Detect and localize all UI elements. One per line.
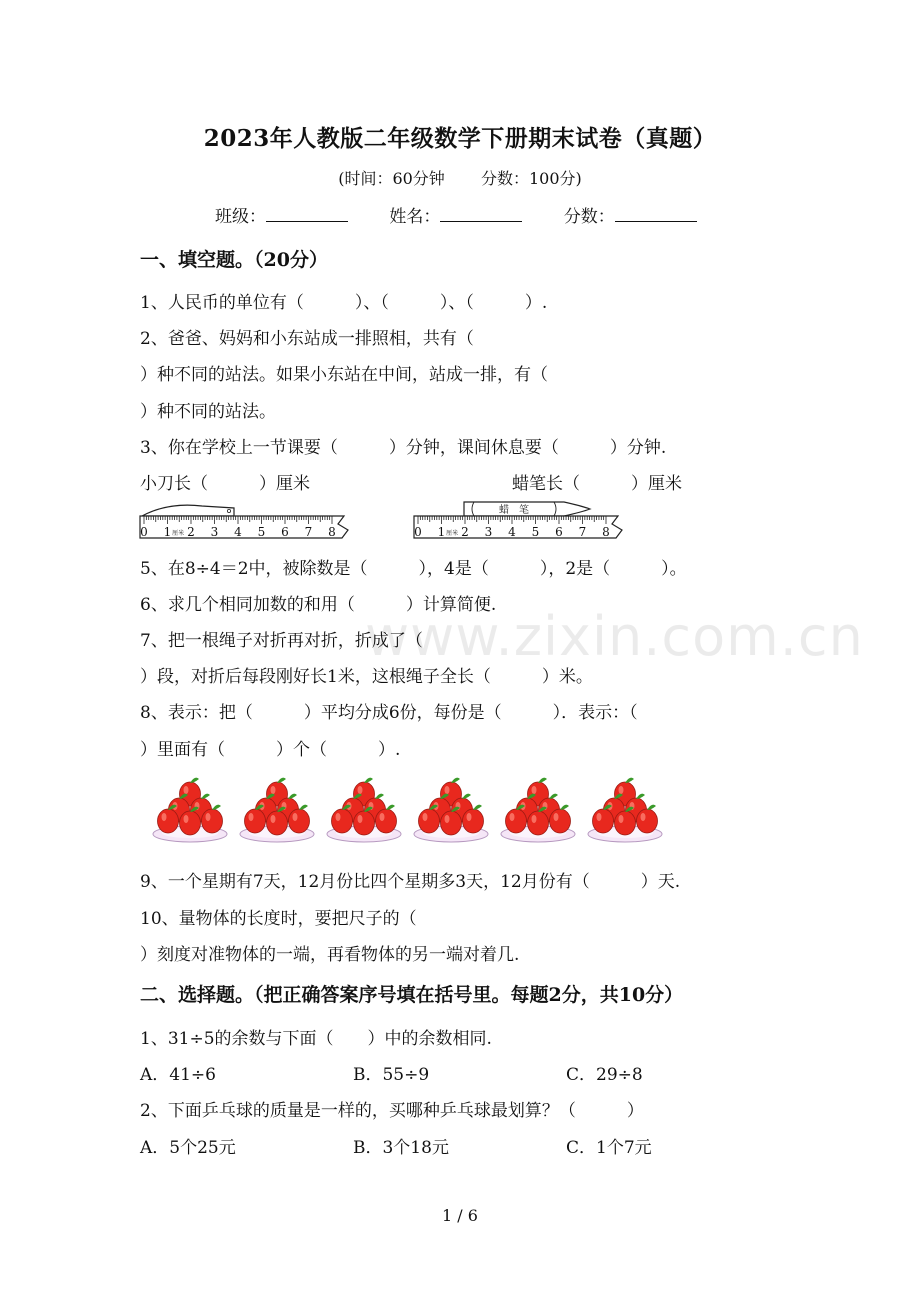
question-1: 1、人民币的单位有（ ）、（ ）、（ ）.	[140, 293, 548, 313]
apple-shine	[641, 813, 646, 821]
ruler-digit: 2	[187, 525, 195, 539]
watermark: www.zixin.com.cn	[365, 605, 864, 668]
apple-body	[419, 809, 440, 833]
question-9: 9、一个星期有7天，12月份比四个星期多3天，12月份有（ ）天.	[140, 872, 681, 892]
knife-ruler-figure	[138, 500, 356, 544]
crayon-label: 蜡 笔	[499, 505, 529, 516]
apple-body	[180, 811, 201, 835]
choice-option-a: A．41÷6	[140, 1065, 216, 1085]
class-field: 班级：	[215, 202, 348, 227]
apple-shine	[206, 813, 211, 821]
apple-body	[267, 811, 288, 835]
ruler-unit: 厘米	[172, 530, 185, 537]
apple-leaf	[538, 778, 547, 783]
apple-body	[376, 809, 397, 833]
apple-plate	[414, 778, 488, 842]
apple-body	[528, 811, 549, 835]
exam-subtitle	[0, 166, 920, 189]
apple-leaf	[288, 794, 297, 799]
apple-leaf	[212, 805, 221, 810]
question-2-line-3: ）种不同的站法。	[140, 402, 276, 422]
ruler-digit: 6	[281, 525, 289, 539]
name-blank	[440, 207, 522, 222]
question-2-line-1: 2、爸爸、妈妈和小东站成一排照相，共有（	[140, 329, 474, 349]
apple-body	[158, 809, 179, 833]
apple-leaf	[190, 778, 199, 783]
apple-shine	[532, 815, 537, 823]
ruler-digit: 4	[508, 525, 516, 539]
section-heading: 二、选择题。（把正确答案序号填在括号里。每题2分，共10分）	[140, 984, 684, 1006]
question-6: 6、求几个相同加数的和用（ ）计算简便.	[140, 595, 497, 615]
apple-body	[615, 811, 636, 835]
apple-shine	[467, 813, 472, 821]
ruler-digit: 2	[461, 525, 469, 539]
apple-leaf	[277, 778, 286, 783]
apple-leaf	[636, 794, 645, 799]
ruler-digit: 4	[234, 525, 242, 539]
apple-leaf	[386, 805, 395, 810]
apple-plate	[240, 778, 314, 842]
apple-shine	[184, 815, 189, 823]
apple-shine	[249, 813, 254, 821]
ruler-digit: 3	[484, 525, 493, 539]
question-5: 5、在8÷4＝2中，被除数是（ ），4是（ ），2是（ ）。	[140, 559, 687, 579]
apple-leaf	[473, 805, 482, 810]
apple-shine	[293, 813, 298, 821]
question-10-line-1: 10、量物体的长度时，要把尺子的（	[140, 909, 417, 929]
apple-shine	[358, 786, 363, 794]
apple-plates-figure	[148, 776, 668, 846]
ruler-digit: 3	[210, 525, 219, 539]
choice-option-b: B．55÷9	[353, 1065, 430, 1085]
question-10-line-2: ）刻度对准物体的一端，再看物体的另一端对着几.	[140, 945, 520, 965]
question-4-crayon: 蜡笔长（ ）厘米	[512, 474, 682, 494]
apple-body	[202, 809, 223, 833]
apple-shine	[271, 815, 276, 823]
apple-body	[463, 809, 484, 833]
apple-shine	[184, 786, 189, 794]
ruler-digit: 8	[328, 525, 336, 539]
question-7-line-1: 7、把一根绳子对折再对折，折成了（	[140, 631, 423, 651]
question-4-knife: 小刀长（ ）厘米	[140, 474, 310, 494]
page-number: 1 / 6	[442, 1206, 478, 1225]
question-8-line-2: ）里面有（ ）个（ ）.	[140, 740, 401, 760]
apple-leaf	[647, 805, 656, 810]
apple-shine	[336, 813, 341, 821]
apple-body	[637, 809, 658, 833]
question-8-line-1: 8、表示：把（ ）平均分成6份，每份是（ ）．表示：（	[140, 703, 638, 723]
section-heading: 一、填空题。（20分）	[140, 249, 328, 271]
apple-shine	[597, 813, 602, 821]
apple-plate	[588, 778, 662, 842]
ruler-digit: 7	[304, 525, 313, 539]
ruler-digit: 1	[437, 525, 446, 539]
apple-body	[506, 809, 527, 833]
exam-total-score: 分数：100分)	[481, 169, 582, 188]
apple-shine	[380, 813, 385, 821]
apple-shine	[619, 786, 624, 794]
ruler-digit: 8	[602, 525, 610, 539]
ruler-digit: 1	[163, 525, 172, 539]
apple-body	[550, 809, 571, 833]
choice-option-c: C．1个7元	[566, 1138, 652, 1158]
apple-shine	[358, 815, 363, 823]
apple-shine	[619, 815, 624, 823]
apple-shine	[510, 813, 515, 821]
apple-body	[593, 809, 614, 833]
apple-body	[245, 809, 266, 833]
ruler-digits	[414, 525, 610, 539]
choice-option-a: A．5个25元	[140, 1138, 236, 1158]
apple-shine	[532, 786, 537, 794]
ruler-digit: 6	[555, 525, 563, 539]
apple-shine	[445, 815, 450, 823]
score-field: 分数：	[564, 202, 697, 227]
choice-option-c: C．29÷8	[566, 1065, 643, 1085]
question-7-line-2: ）段，对折后每段刚好长1米，这根绳子全长（ ）米。	[140, 667, 593, 687]
question-2-line-2: ）种不同的站法。如果小东站在中间，站成一排，有（	[140, 365, 548, 385]
ruler-digit: 5	[257, 525, 266, 539]
choice-option-b: B．3个18元	[353, 1138, 449, 1158]
apple-leaf	[364, 778, 373, 783]
ruler-digit: 7	[578, 525, 587, 539]
apple-leaf	[451, 778, 460, 783]
apple-shine	[423, 813, 428, 821]
apple-plate	[153, 778, 227, 842]
ruler-digits	[140, 525, 336, 539]
apple-leaf	[549, 794, 558, 799]
apple-body	[354, 811, 375, 835]
apple-shine	[445, 786, 450, 794]
class-blank	[266, 207, 348, 222]
crayon-ruler-figure	[412, 496, 630, 544]
apple-leaf	[560, 805, 569, 810]
apple-body	[441, 811, 462, 835]
apple-body	[289, 809, 310, 833]
apple-plate	[501, 778, 575, 842]
score-blank	[615, 207, 697, 222]
ruler-unit: 厘米	[446, 530, 459, 537]
choice-question-2: 2、下面乒乓球的质量是一样的，买哪种乒乓球最划算？（ ）	[140, 1101, 644, 1121]
choice-question-1: 1、31÷5的余数与下面（ ）中的余数相同.	[140, 1029, 492, 1049]
apple-body	[332, 809, 353, 833]
page-title: 2023年人教版二年级数学下册期末试卷（真题）	[203, 125, 717, 152]
apple-plate	[327, 778, 401, 842]
ruler-digit: 0	[140, 525, 148, 539]
apple-leaf	[625, 778, 634, 783]
apple-shine	[162, 813, 167, 821]
apple-leaf	[462, 794, 471, 799]
apple-leaf	[299, 805, 308, 810]
apple-leaf	[375, 794, 384, 799]
knife-icon	[142, 505, 234, 516]
apple-shine	[554, 813, 559, 821]
apple-shine	[271, 786, 276, 794]
exam-time: (时间：60分钟	[338, 169, 445, 188]
apple-leaf	[201, 794, 210, 799]
ruler-digit: 5	[531, 525, 540, 539]
student-info-fields	[215, 202, 733, 227]
question-3: 3、你在学校上一节课要（ ）分钟，课间休息要（ ）分钟.	[140, 438, 667, 458]
name-field: 姓名：	[389, 202, 522, 227]
ruler-digit: 0	[414, 525, 422, 539]
